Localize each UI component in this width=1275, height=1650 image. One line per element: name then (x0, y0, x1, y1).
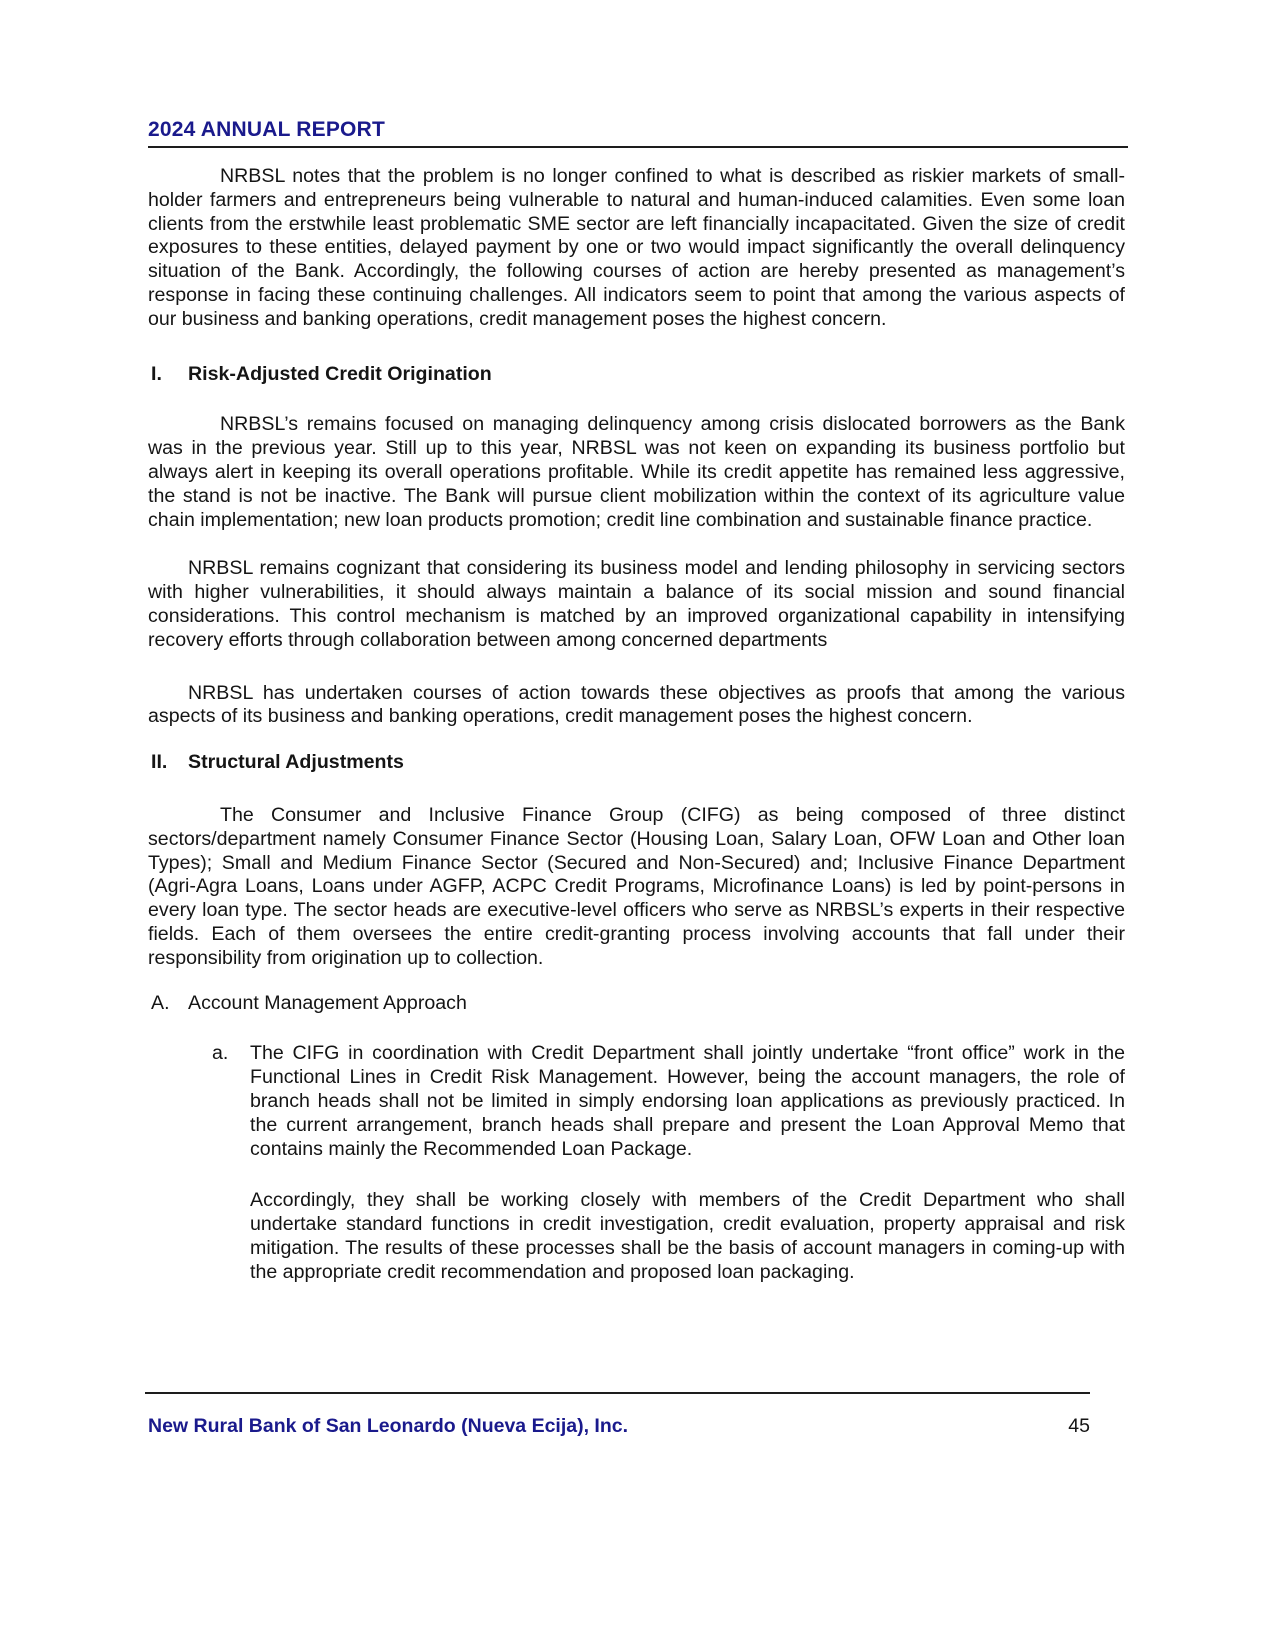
subsection-a-letter: A. (151, 991, 170, 1014)
subsection-a-heading (148, 992, 1125, 1016)
list-item-a-paragraph-2: Accordingly, they shall be working closely with members of the Credit Department who shall undertake standard functions in credit investigation, credit evaluation, property appraisal and risk mitigation. The results of these processes shall be the basis of account managers in coming-up with the appropriate credit recommendation and proposed loan packaging. (250, 1189, 1125, 1283)
list-item-a-marker: a. (212, 1042, 229, 1065)
section-1-paragraph-1: NRBSL’s remains focused on managing delinquency among crisis dislocated borrowers as the Bank was in the previous year. Still up to this year, NRBSL was not keen on expanding its business portfolio but always alert in keeping its overall operations profitable. While its credit appetite has remained less aggressive, the stand is not be inactive. The Bank will pursue client mobilization within the context of its agriculture value chain implementation; new loan products promotion; credit line combination and sustainable finance practice. (148, 413, 1125, 531)
section-2-paragraph-1: The Consumer and Inclusive Finance Group (CIFG) as being composed of three distinct sectors/department namely Consumer Finance Sector (Housing Loan, Salary Loan, OFW Loan and Other loan Types); Small and Medium Finance Sector (Secured and Non-Secured) and; Inclusive Finance Department (Agri-Agra Loans, Loans under AGFP, ACPC Credit Programs, Microfinance Loans) is led by point-persons in every loan type. The sector heads are executive-level officers who serve as NRBSL’s experts in their respective fields. Each of them oversees the entire credit-granting process involving accounts that fall under their responsibility from origination up to collection. (148, 803, 1125, 969)
section-1-number: I. (151, 362, 162, 385)
subsection-a-title: Account Management Approach (188, 991, 467, 1014)
report-header (148, 118, 1125, 148)
section-1-paragraph-2: NRBSL remains cognizant that considering its business model and lending philosophy in servicing sectors with higher vulnerabilities, it should always maintain a balance of its social mission and sound financial considerations. This control mechanism is matched by an improved organizational capability in intensifying recovery efforts through collaboration between among concerned departments (148, 557, 1125, 651)
footer-divider (145, 1392, 1090, 1394)
list-item-a-paragraph-1: The CIFG in coordination with Credit Department shall jointly undertake “front office” work in the Functional Lines in Credit Risk Management. However, being the account managers, the role of branch heads shall not be limited in simply endorsing loan applications as previously practiced. In the current arrangement, branch heads shall prepare and present the Loan Approval Memo that contains mainly the Recommended Loan Package. (250, 1042, 1125, 1160)
intro-paragraph: NRBSL notes that the problem is no longer confined to what is described as riskier markets of small-holder farmers and entrepreneurs being vulnerable to natural and human-induced calamities. Even some loan clients from the erstwhile least problematic SME sector are left financially incapacitated. Given the size of credit exposures to these entities, delayed payment by one or two would impact significantly the overall delinquency situation of the Bank. Accordingly, the following courses of action are hereby presented as management’s response in facing these continuing challenges. All indicators seem to point that among the various aspects of our business and banking operations, credit management poses the highest concern. (148, 165, 1125, 330)
section-2-title: Structural Adjustments (188, 751, 404, 774)
report-header-title: 2024 ANNUAL REPORT (148, 118, 385, 141)
section-1-paragraph-3: NRBSL has undertaken courses of action towards these objectives as proofs that among the various aspects of its business and banking operations, credit management poses the highest concern. (148, 681, 1125, 728)
section-1-heading (148, 363, 1125, 387)
page-footer (148, 1415, 1090, 1438)
footer-bank-name: New Rural Bank of San Leonardo (Nueva Ecija), Inc. (148, 1415, 629, 1437)
header-divider (148, 146, 1128, 148)
section-1-title: Risk-Adjusted Credit Origination (188, 362, 492, 385)
section-2-heading (148, 751, 1125, 775)
page-number: 45 (1068, 1415, 1090, 1437)
section-2-number: II. (151, 751, 168, 774)
list-item-a (148, 1042, 1125, 1161)
page-content (148, 0, 1125, 1284)
